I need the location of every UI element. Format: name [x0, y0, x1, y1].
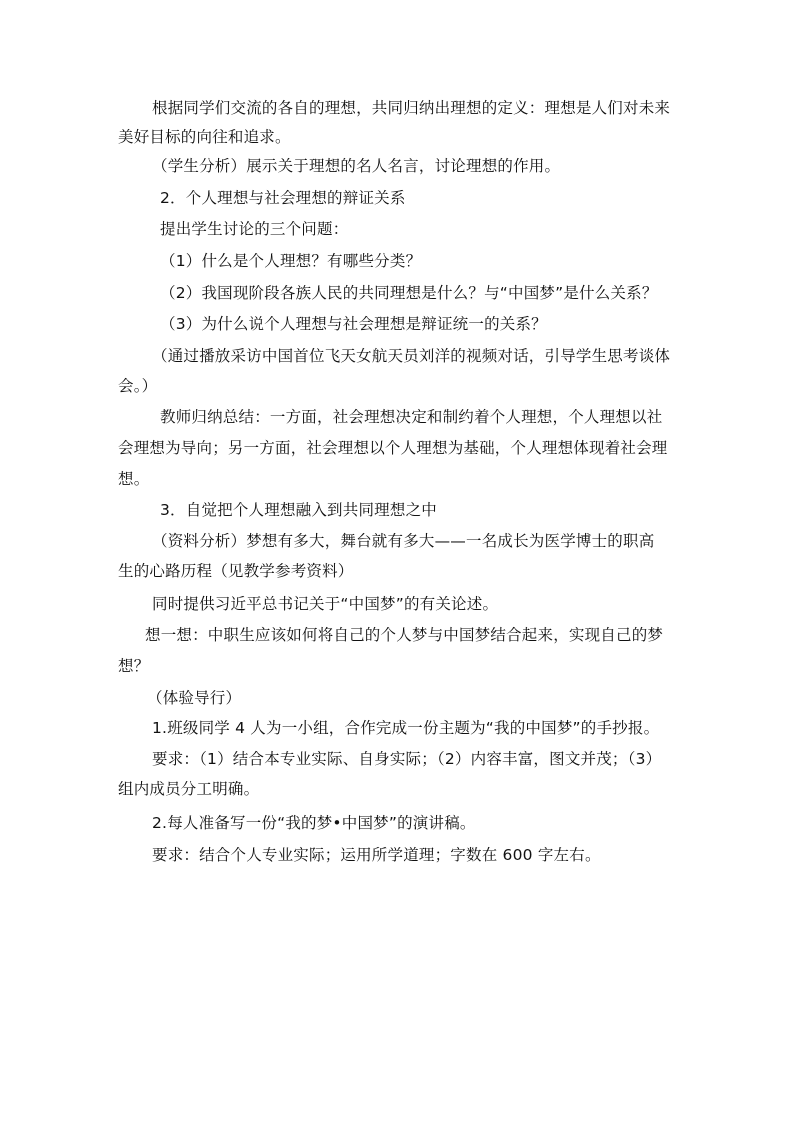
requirement-line: 要求：结合个人专业实际；运用所学道理；字数在 600 字左右。 [152, 846, 601, 864]
question-line: （2）我国现阶段各族人民的共同理想是什么？与“中国梦”是什么关系？ [160, 284, 658, 302]
question-line: （1）什么是个人理想？有哪些分类？ [160, 252, 422, 270]
requirement-line: 要求：（1）结合本专业实际、自身实际；（2）内容丰富，图文并茂；（3） [152, 750, 662, 768]
paragraph-line: 教师归纳总结：一方面，社会理想决定和制约着个人理想，个人理想以社 [160, 408, 663, 426]
paragraph-line: 会。） [118, 377, 158, 395]
paragraph-line: （资料分析）梦想有多大，舞台就有多大——一名成长为医学博士的职高 [152, 532, 655, 550]
paragraph-line: 会理想为导向；另一方面，社会理想以个人理想为基础，个人理想体现着社会理 [118, 439, 668, 457]
paragraph-line: 美好目标的向往和追求。 [118, 128, 291, 146]
section-heading: 3．自觉把个人理想融入到共同理想之中 [160, 501, 437, 519]
paragraph-line: 想。 [118, 470, 150, 488]
task-line: 1.班级同学 4 人为一小组，合作完成一份主题为“我的中国梦”的手抄报。 [152, 719, 660, 737]
question-line: （3）为什么说个人理想与社会理想是辩证统一的关系？ [160, 315, 547, 333]
paragraph-line: 同时提供习近平总书记关于“中国梦”的有关论述。 [152, 595, 499, 613]
paragraph-line: 根据同学们交流的各自的理想，共同归纳出理想的定义：理想是人们对未来 [152, 99, 671, 117]
section-heading: 2．个人理想与社会理想的辩证关系 [160, 189, 406, 207]
section-heading: （体验导行） [147, 689, 242, 707]
paragraph-line: 想一想：中职生应该如何将自己的个人梦与中国梦结合起来，实现自己的梦 [145, 626, 664, 644]
paragraph-line: （通过播放采访中国首位飞天女航天员刘洋的视频对话，引导学生思考谈体 [152, 347, 671, 365]
paragraph-line: （学生分析）展示关于理想的名人名言，讨论理想的作用。 [152, 157, 561, 175]
paragraph-line: 想？ [118, 657, 150, 675]
paragraph-line: 生的心路历程（见教学参考资料） [118, 562, 354, 580]
requirement-line: 组内成员分工明确。 [118, 780, 260, 798]
task-line: 2.每人准备写一份“我的梦•中国梦”的演讲稿。 [152, 814, 476, 832]
paragraph-line: 提出学生讨论的三个问题： [160, 220, 349, 238]
